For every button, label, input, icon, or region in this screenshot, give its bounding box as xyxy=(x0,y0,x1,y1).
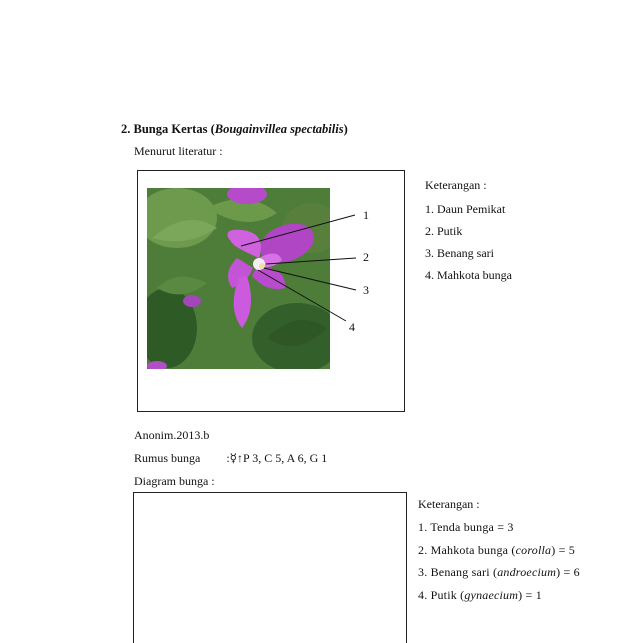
figure-legend-title: Keterangan : xyxy=(425,178,487,192)
callout-2: 2 xyxy=(363,250,369,264)
diagram-frame xyxy=(133,492,407,643)
figure-legend-item: 1. Daun Pemikat xyxy=(425,202,506,216)
diagram-legend-item: 2. Mahkota bunga (corolla) = 5 xyxy=(418,543,575,557)
diagram-legend-item: 1. Tenda bunga = 3 xyxy=(418,520,514,534)
diagram-label: Diagram bunga : xyxy=(134,474,215,488)
image-credit: Anonim.2013.b xyxy=(134,428,210,442)
section-heading: 2. Bunga Kertas (Bougainvillea spectabilis) xyxy=(121,122,348,136)
callout-4: 4 xyxy=(349,320,355,334)
figure-legend-item: 2. Putik xyxy=(425,224,463,238)
formula-label: Rumus bunga xyxy=(134,451,201,465)
latin-name: Bougainvillea spectabilis xyxy=(214,122,344,136)
diagram-legend-item: 3. Benang sari (androecium) = 6 xyxy=(418,565,580,579)
literature-label: Menurut literatur : xyxy=(134,144,223,158)
diagram-legend-item: 4. Putik (gynaecium) = 1 xyxy=(418,588,542,602)
diagram-legend-title: Keterangan : xyxy=(418,497,480,511)
callout-3: 3 xyxy=(363,283,369,297)
floral-formula xyxy=(134,451,327,466)
figure-legend-item: 3. Benang sari xyxy=(425,246,494,260)
flower-photo xyxy=(147,188,330,369)
formula-value: :☿↑P 3, C 5, A 6, G 1 xyxy=(226,451,328,465)
callout-1: 1 xyxy=(363,208,369,222)
figure-legend-item: 4. Mahkota bunga xyxy=(425,268,512,282)
